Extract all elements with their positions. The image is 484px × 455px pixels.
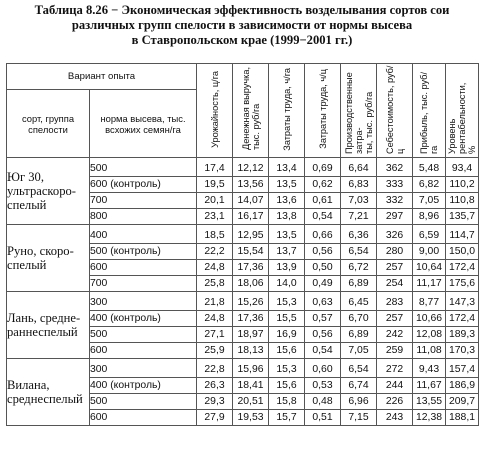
value-cell: 0,54 — [305, 209, 341, 225]
value-cell: 15,3 — [269, 359, 305, 378]
value-cell: 257 — [377, 260, 413, 276]
value-cell: 7,05 — [341, 343, 377, 359]
value-cell: 22,2 — [197, 244, 233, 260]
value-cell: 13,56 — [233, 177, 269, 193]
value-cell: 11,08 — [413, 343, 446, 359]
value-cell: 15,8 — [269, 394, 305, 410]
seeding-rate-cell: 700 — [90, 276, 197, 292]
value-cell: 135,7 — [446, 209, 479, 225]
value-cell: 0,51 — [305, 410, 341, 426]
value-cell: 6,96 — [341, 394, 377, 410]
value-cell: 186,9 — [446, 378, 479, 394]
value-cell: 15,96 — [233, 359, 269, 378]
value-cell: 15,5 — [269, 311, 305, 327]
value-cell: 6,59 — [413, 225, 446, 244]
value-cell: 6,72 — [341, 260, 377, 276]
value-cell: 6,64 — [341, 158, 377, 177]
value-cell: 0,49 — [305, 276, 341, 292]
value-cell: 175,6 — [446, 276, 479, 292]
value-cell: 15,6 — [269, 378, 305, 394]
value-cell: 15,26 — [233, 292, 269, 311]
value-cell: 0,56 — [305, 327, 341, 343]
value-cell: 6,70 — [341, 311, 377, 327]
value-cell: 0,57 — [305, 311, 341, 327]
seeding-rate-cell: 400 — [90, 225, 197, 244]
value-cell: 209,7 — [446, 394, 479, 410]
value-cell: 326 — [377, 225, 413, 244]
value-cell: 25,8 — [197, 276, 233, 292]
value-cell: 12,12 — [233, 158, 269, 177]
value-cell: 272 — [377, 359, 413, 378]
seeding-rate-cell: 800 — [90, 209, 197, 225]
column-header-production-costs: Производственные затра- ты, тыс. руб/га — [341, 64, 377, 158]
norm-header: норма высева, тыс. всхожих семян/га — [90, 90, 197, 158]
seeding-rate-cell: 400 (контроль) — [90, 311, 197, 327]
value-cell: 0,54 — [305, 343, 341, 359]
value-cell: 12,08 — [413, 327, 446, 343]
value-cell: 257 — [377, 311, 413, 327]
value-cell: 16,9 — [269, 327, 305, 343]
value-cell: 6,54 — [341, 244, 377, 260]
value-cell: 243 — [377, 410, 413, 426]
value-cell: 18,5 — [197, 225, 233, 244]
value-cell: 20,1 — [197, 193, 233, 209]
value-cell: 15,7 — [269, 410, 305, 426]
table-row — [7, 158, 479, 177]
caption-line-1: Таблица 8.26 − Экономическая эффективность возделывания сортов сои — [34, 3, 450, 17]
value-cell: 0,56 — [305, 244, 341, 260]
value-cell: 226 — [377, 394, 413, 410]
value-cell: 15,6 — [269, 343, 305, 359]
value-cell: 0,69 — [305, 158, 341, 177]
value-cell: 19,53 — [233, 410, 269, 426]
value-cell: 7,05 — [413, 193, 446, 209]
value-cell: 9,43 — [413, 359, 446, 378]
value-cell: 254 — [377, 276, 413, 292]
variant-header: Вариант опыта — [7, 64, 197, 90]
value-cell: 362 — [377, 158, 413, 177]
seeding-rate-cell: 500 (контроль) — [90, 244, 197, 260]
caption-line-3: в Ставропольском крае (1999−2001 гг.) — [131, 33, 353, 47]
sort-name-cell: Лань, средне-раннеспелый — [7, 292, 90, 359]
column-header-cost-price: Себестоимость, руб/ц — [377, 64, 413, 158]
value-cell: 16,17 — [233, 209, 269, 225]
value-cell: 17,36 — [233, 311, 269, 327]
value-cell: 12,95 — [233, 225, 269, 244]
value-cell: 11,67 — [413, 378, 446, 394]
value-cell: 22,8 — [197, 359, 233, 378]
seeding-rate-cell: 600 — [90, 410, 197, 426]
value-cell: 13,6 — [269, 193, 305, 209]
value-cell: 333 — [377, 177, 413, 193]
seeding-rate-cell: 400 (контроль) — [90, 378, 197, 394]
value-cell: 6,89 — [341, 276, 377, 292]
value-cell: 0,66 — [305, 225, 341, 244]
table-caption — [0, 3, 484, 48]
value-cell: 12,38 — [413, 410, 446, 426]
value-cell: 24,8 — [197, 311, 233, 327]
value-cell: 29,3 — [197, 394, 233, 410]
value-cell: 6,74 — [341, 378, 377, 394]
value-cell: 172,4 — [446, 311, 479, 327]
value-cell: 20,51 — [233, 394, 269, 410]
value-cell: 19,5 — [197, 177, 233, 193]
seeding-rate-cell: 500 — [90, 327, 197, 343]
value-cell: 18,13 — [233, 343, 269, 359]
value-cell: 6,36 — [341, 225, 377, 244]
value-cell: 13,55 — [413, 394, 446, 410]
value-cell: 0,62 — [305, 177, 341, 193]
value-cell: 114,7 — [446, 225, 479, 244]
seeding-rate-cell: 600 (контроль) — [90, 177, 197, 193]
value-cell: 242 — [377, 327, 413, 343]
value-cell: 13,5 — [269, 177, 305, 193]
table-body — [7, 158, 479, 426]
sort-header: сорт, группа спелости — [7, 90, 90, 158]
sort-name-cell: Юг 30, ультраскоро-спелый — [7, 158, 90, 225]
value-cell: 18,97 — [233, 327, 269, 343]
value-cell: 110,2 — [446, 177, 479, 193]
column-header-yield: Урожайность, ц/га — [197, 64, 233, 158]
seeding-rate-cell: 500 — [90, 158, 197, 177]
value-cell: 0,61 — [305, 193, 341, 209]
value-cell: 13,7 — [269, 244, 305, 260]
seeding-rate-cell: 600 — [90, 260, 197, 276]
value-cell: 280 — [377, 244, 413, 260]
seeding-rate-cell: 500 — [90, 394, 197, 410]
value-cell: 150,0 — [446, 244, 479, 260]
value-cell: 6,89 — [341, 327, 377, 343]
value-cell: 13,5 — [269, 225, 305, 244]
value-cell: 17,36 — [233, 260, 269, 276]
value-cell: 189,3 — [446, 327, 479, 343]
value-cell: 6,82 — [413, 177, 446, 193]
value-cell: 188,1 — [446, 410, 479, 426]
value-cell: 14,07 — [233, 193, 269, 209]
value-cell: 0,63 — [305, 292, 341, 311]
value-cell: 297 — [377, 209, 413, 225]
value-cell: 26,3 — [197, 378, 233, 394]
value-cell: 13,8 — [269, 209, 305, 225]
value-cell: 0,48 — [305, 394, 341, 410]
sort-name-cell: Вилана, среднеспелый — [7, 359, 90, 426]
value-cell: 10,66 — [413, 311, 446, 327]
value-cell: 15,3 — [269, 292, 305, 311]
value-cell: 147,3 — [446, 292, 479, 311]
value-cell: 110,8 — [446, 193, 479, 209]
value-cell: 0,60 — [305, 359, 341, 378]
value-cell: 24,8 — [197, 260, 233, 276]
value-cell: 6,83 — [341, 177, 377, 193]
column-header-profitability: Уровень рентабельности, % — [446, 64, 479, 158]
seeding-rate-cell: 300 — [90, 292, 197, 311]
value-cell: 27,1 — [197, 327, 233, 343]
value-cell: 13,9 — [269, 260, 305, 276]
value-cell: 7,03 — [341, 193, 377, 209]
sort-name-cell: Руно, скоро-спелый — [7, 225, 90, 292]
value-cell: 244 — [377, 378, 413, 394]
value-cell: 8,77 — [413, 292, 446, 311]
seeding-rate-cell: 300 — [90, 359, 197, 378]
table-row — [7, 225, 479, 244]
table-row — [7, 292, 479, 311]
value-cell: 18,06 — [233, 276, 269, 292]
value-cell: 332 — [377, 193, 413, 209]
value-cell: 6,54 — [341, 359, 377, 378]
caption-line-2: различных групп спелости в зависимости от нормы высева — [71, 18, 413, 32]
value-cell: 0,50 — [305, 260, 341, 276]
value-cell: 7,15 — [341, 410, 377, 426]
value-cell: 17,4 — [197, 158, 233, 177]
value-cell: 8,96 — [413, 209, 446, 225]
value-cell: 25,9 — [197, 343, 233, 359]
value-cell: 5,48 — [413, 158, 446, 177]
value-cell: 14,0 — [269, 276, 305, 292]
value-cell: 21,8 — [197, 292, 233, 311]
value-cell: 15,54 — [233, 244, 269, 260]
value-cell: 259 — [377, 343, 413, 359]
value-cell: 13,4 — [269, 158, 305, 177]
seeding-rate-cell: 700 — [90, 193, 197, 209]
value-cell: 23,1 — [197, 209, 233, 225]
table-row — [7, 359, 479, 378]
value-cell: 283 — [377, 292, 413, 311]
value-cell: 7,21 — [341, 209, 377, 225]
value-cell: 0,53 — [305, 378, 341, 394]
value-cell: 27,9 — [197, 410, 233, 426]
value-cell: 9,00 — [413, 244, 446, 260]
value-cell: 172,4 — [446, 260, 479, 276]
value-cell: 11,17 — [413, 276, 446, 292]
value-cell: 6,45 — [341, 292, 377, 311]
efficiency-table — [6, 63, 479, 426]
value-cell: 157,4 — [446, 359, 479, 378]
column-header-revenue: Денежная выручка, тыс. руб/га — [233, 64, 269, 158]
value-cell: 18,41 — [233, 378, 269, 394]
column-header-profit: Прибыль, тыс. руб/га — [413, 64, 446, 158]
value-cell: 10,64 — [413, 260, 446, 276]
seeding-rate-cell: 600 — [90, 343, 197, 359]
column-header-labor-per-c: Затраты труда, ч/ц — [305, 64, 341, 158]
value-cell: 170,3 — [446, 343, 479, 359]
value-cell: 93,4 — [446, 158, 479, 177]
column-header-labor-per-ha: Затраты труда, ч/га — [269, 64, 305, 158]
